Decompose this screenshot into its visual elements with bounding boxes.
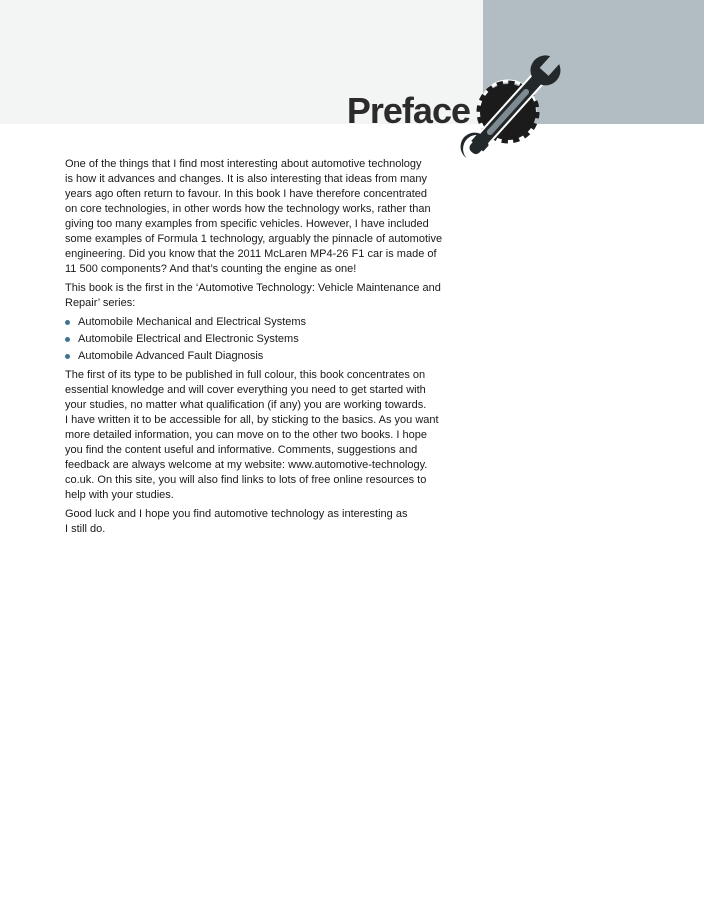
paragraph-line: giving too many examples from specific vehicles. However, I have included	[65, 218, 429, 230]
page-title: Preface	[346, 90, 470, 131]
wrench-gear-icon	[452, 54, 572, 164]
paragraph-line: help with your studies.	[65, 489, 174, 501]
paragraph-line: I have written it to be accessible for all, by sticking to the basics. As you want	[65, 414, 439, 426]
list-item	[65, 332, 467, 347]
paragraph-3	[65, 368, 467, 503]
paragraph-line: co.uk. On this site, you will also find links to lots of free online resources to	[65, 474, 427, 486]
bullet-dot	[65, 354, 70, 359]
paragraph-line: The first of its type to be published in full colour, this book concentrates on	[65, 369, 426, 381]
paragraph-line: is how it advances and changes. It is also interesting that ideas from many	[65, 173, 427, 185]
list-item	[65, 349, 467, 364]
paragraph-line: engineering. Did you know that the 2011 McLaren MP4-26 F1 car is made of	[65, 248, 437, 260]
paragraph-line: 11 500 components? And that’s counting the engine as one!	[65, 263, 357, 275]
paragraph-line: Repair’ series:	[65, 297, 136, 309]
paragraph-2	[65, 281, 467, 311]
paragraph-line: This book is the first in the ‘Automotive Technology: Vehicle Maintenance and	[65, 282, 441, 294]
series-list	[65, 315, 467, 364]
paragraph-line: Good luck and I hope you find automotive technology as interesting as	[65, 508, 408, 520]
paragraph-1	[65, 157, 467, 277]
paragraph-line: One of the things that I find most interesting about automotive technology	[65, 158, 422, 170]
paragraph-line: your studies, no matter what qualification (if any) you are working towards.	[65, 399, 427, 411]
bullet-dot	[65, 320, 70, 325]
paragraph-line: essential knowledge and will cover everything you need to get started with	[65, 384, 426, 396]
list-item-text: Automobile Advanced Fault Diagnosis	[78, 350, 264, 362]
paragraph-line: on core technologies, in other words how the technology works, rather than	[65, 203, 431, 215]
list-item-text: Automobile Mechanical and Electrical Systems	[78, 316, 307, 328]
paragraph-line: I still do.	[65, 523, 106, 535]
paragraph-line: some examples of Formula 1 technology, arguably the pinnacle of automotive	[65, 233, 443, 245]
paragraph-line: feedback are always welcome at my website: www.automotive-technology.	[65, 459, 428, 471]
paragraph-4	[65, 507, 467, 537]
paragraph-line: years ago often return to favour. In this book I have therefore concentrated	[65, 188, 428, 200]
list-item-text: Automobile Electrical and Electronic Systems	[78, 333, 299, 345]
bullet-dot	[65, 337, 70, 342]
paragraph-line: more detailed information, you can move on to the other two books. I hope	[65, 429, 427, 441]
preface-body	[65, 157, 467, 541]
paragraph-line: you find the content useful and informative. Comments, suggestions and	[65, 444, 418, 456]
list-item	[65, 315, 467, 330]
